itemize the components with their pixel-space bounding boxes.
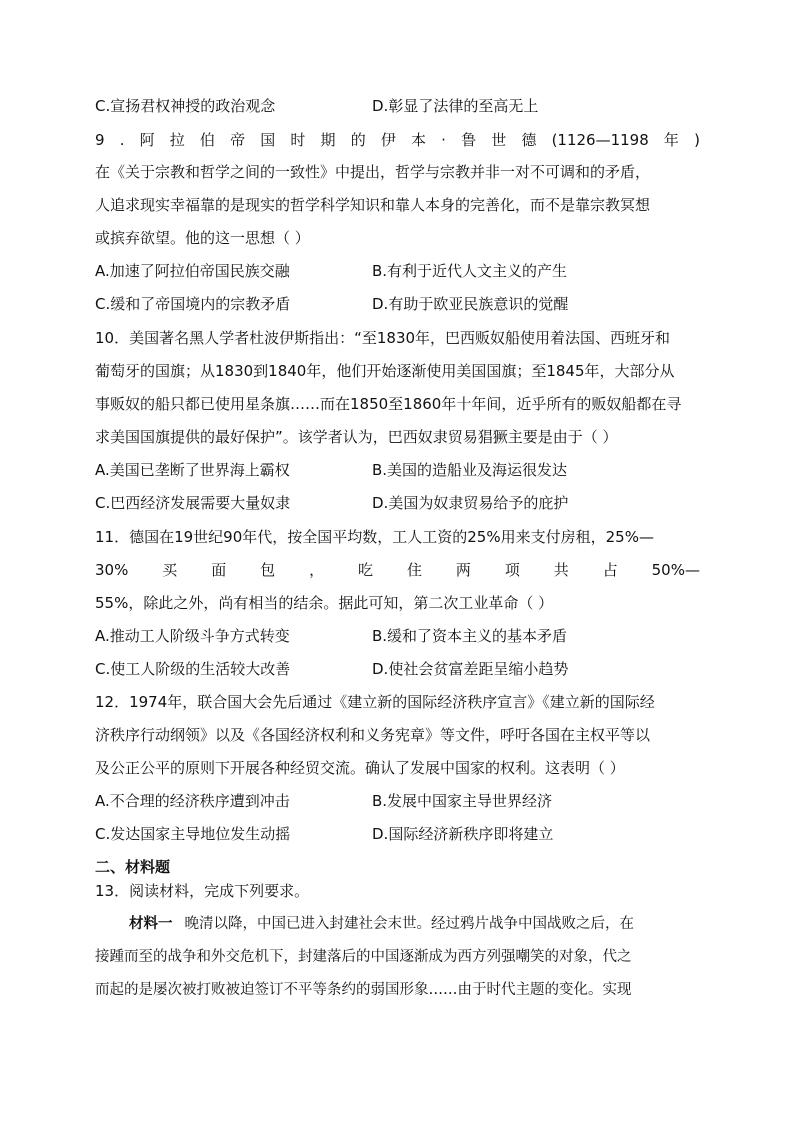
- q9-line-4: 或摈弃欲望。他的这一思想（ ）: [95, 229, 310, 247]
- q11-line-1: 11．德国在19世纪90年代，按全国平均数，工人工资的25%用来支付房租，25%—: [95, 528, 654, 546]
- q9-line-1-part: 伊: [380, 131, 396, 149]
- q9-line-1-part: (1126—1198: [551, 131, 649, 149]
- material-line-2: 接踵而至的战争和外交危机下，封建落后的中国逐渐成为西方列强嘲笑的对象，代之: [95, 949, 632, 965]
- q11-line-2-part: 包: [260, 561, 276, 579]
- q12-line-3: 及公正公平的原则下开展各种经贸交流。确认了发展中国家的权利。这表明（ ）: [95, 759, 625, 777]
- q12-option-b: B.发展中国家主导世界经济: [372, 792, 553, 810]
- q9-line-1-part: 的: [350, 131, 366, 149]
- q8-option-c: C.宣扬君权神授的政治观念: [95, 97, 276, 115]
- q9-option-a: A.加速了阿拉伯帝国民族交融: [95, 262, 290, 280]
- q12-option-c: C.发达国家主导地位发生动摇: [95, 825, 291, 843]
- q9-line-1-part: ): [694, 131, 700, 149]
- q9-line-1-part: 期: [320, 131, 336, 149]
- material-label: 材料一: [129, 915, 173, 932]
- q9-line-1-part: 时: [290, 131, 306, 149]
- q11-line-2-part: 30%: [95, 561, 129, 579]
- q11-line-2-part: 吃: [358, 561, 374, 579]
- q10-option-a: A.美国已垄断了世界海上霸权: [95, 461, 290, 479]
- q11-line-2-part: 50%—: [651, 561, 700, 579]
- q8-option-d: D.彰显了法律的至高无上: [372, 97, 539, 115]
- q11-line-2-part: 共: [553, 561, 569, 579]
- q9-option-d: D.有助于欧亚民族意识的觉醒: [372, 295, 569, 313]
- q9-line-1-part: ·: [441, 131, 446, 149]
- q9-line-1-part: 9: [95, 131, 105, 149]
- q11-line-2-part: 两: [455, 561, 471, 579]
- q9-line-1-part: 年: [663, 131, 679, 149]
- q9-line-1-part: .: [119, 131, 125, 149]
- material-line-3: 而起的是屡次被打败被迫签订不平等条约的弱国形象……由于时代主题的变化。实现: [95, 982, 632, 998]
- q10-option-c: C.巴西经济发展需要大量奴隶: [95, 494, 291, 512]
- q11-line-2-part: 占: [602, 561, 618, 579]
- q10-line-1: 10．美国著名黑人学者杜波伊斯指出：“至1830年，巴西贩奴船使用着法国、西班牙和: [95, 329, 671, 347]
- q12-line-1: 12．1974年，联合国大会先后通过《建立新的国际经济秩序宣言》《建立新的国际经: [95, 693, 655, 711]
- q11-line-2-part: 买: [162, 561, 178, 579]
- q9-line-3: 人追求现实幸福靠的是现实的哲学科学知识和靠人本身的完善化，而不是靠宗教冥想: [95, 196, 651, 214]
- q11-line-3: 55%，除此之外，尚有相当的结余。据此可知，第二次工业革命（ ）: [95, 594, 554, 612]
- q11-option-c: C.使工人阶级的生活较大改善: [95, 660, 291, 678]
- q10-line-3: 事贩奴的船只都已使用星条旗……而在1850至1860年十年间，近乎所有的贩奴船都在寻: [95, 395, 682, 413]
- q9-line-1-part: 伯: [199, 131, 215, 149]
- material-line-1: [95, 913, 700, 935]
- q11-line-2-part: 住: [406, 561, 422, 579]
- q9-line-1: [95, 129, 700, 151]
- q11-option-d: D.使社会贫富差距呈缩小趋势: [372, 660, 569, 678]
- q11-option-a: A.推动工人阶级斗争方式转变: [95, 627, 290, 645]
- q9-line-1-part: 世: [491, 131, 507, 149]
- q9-line-1-part: 鲁: [461, 131, 477, 149]
- q9-line-1-part: 国: [260, 131, 276, 149]
- q10-line-2: 葡萄牙的国旗；从1830到1840年，他们开始逐渐使用美国国旗；至1845年，大部分从: [95, 362, 675, 380]
- q13-instruction: 13．阅读材料，完成下列要求。: [95, 882, 310, 900]
- q10-option-d: D.美国为奴隶贸易给予的庇护: [372, 494, 569, 512]
- q9-line-1-part: 阿: [139, 131, 155, 149]
- q11-line-2-part: 项: [504, 561, 520, 579]
- q11-line-2: [95, 559, 700, 581]
- q11-line-2-part: 面: [211, 561, 227, 579]
- q10-line-4: 求美国国旗提供的最好保护”。该学者认为，巴西奴隶贸易猖獗主要是由于（ ）: [95, 428, 618, 446]
- q9-line-1-part: 帝: [230, 131, 246, 149]
- section-heading: 二、材料题: [95, 858, 171, 876]
- q9-line-1-part: 本: [411, 131, 427, 149]
- q11-option-b: B.缓和了资本主义的基本矛盾: [372, 627, 568, 645]
- q9-line-2: 在《关于宗教和哲学之间的一致性》中提出，哲学与宗教并非一对不可调和的矛盾，: [95, 163, 651, 181]
- q10-option-b: B.美国的造船业及海运很发达: [372, 461, 568, 479]
- q11-line-2-part: ，: [309, 561, 325, 579]
- q12-option-a: A.不合理的经济秩序遭到冲击: [95, 792, 290, 810]
- q9-option-c: C.缓和了帝国境内的宗教矛盾: [95, 295, 291, 313]
- q9-option-b: B.有利于近代人文主义的产生: [372, 262, 568, 280]
- q9-line-1-part: 拉: [169, 131, 185, 149]
- q12-line-2: 济秩序行动纲领》以及《各国经济权利和义务宪章》等文件，呼吁各国在主权平等以: [95, 726, 651, 744]
- q9-line-1-part: 德: [521, 131, 537, 149]
- q12-option-d: D.国际经济新秩序即将建立: [372, 825, 554, 843]
- material-text-1: 晚清以降，中国已进入封建社会末世。经过鸦片战争中国战败之后，在: [184, 916, 634, 932]
